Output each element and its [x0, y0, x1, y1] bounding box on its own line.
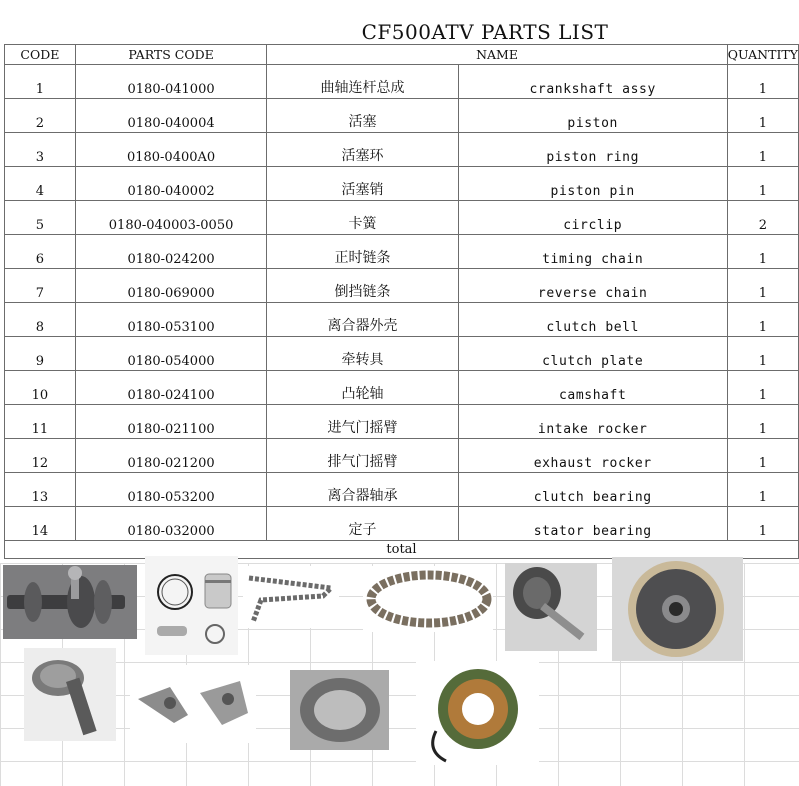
row-parts-code: 0180-024200 — [75, 235, 267, 269]
row-parts-code: 0180-021100 — [75, 405, 267, 439]
header-name: NAME — [267, 45, 727, 65]
row-quantity: 1 — [727, 235, 798, 269]
row-quantity: 1 — [727, 269, 798, 303]
row-parts-code: 0180-021200 — [75, 439, 267, 473]
row-name-cn: 倒挡链条 — [267, 269, 458, 303]
camshaft-photo — [24, 648, 116, 741]
table-row — [5, 201, 799, 235]
row-name-en: clutch bearing — [458, 473, 727, 507]
row-quantity: 1 — [727, 371, 798, 405]
row-parts-code: 0180-054000 — [75, 337, 267, 371]
header-parts-code: PARTS CODE — [75, 45, 267, 65]
row-name-en: piston pin — [458, 167, 727, 201]
camshaft-photo-icon — [24, 648, 116, 741]
row-name-cn: 卡簧 — [267, 201, 458, 235]
table-row — [5, 99, 799, 133]
table-row — [5, 235, 799, 269]
rocker-arms-photo-icon — [130, 665, 256, 743]
timing-chain-photo-icon — [243, 566, 339, 628]
row-code: 6 — [5, 235, 76, 269]
clutch-bell-photo-icon — [505, 563, 597, 651]
row-name-en: piston — [458, 99, 727, 133]
row-name-cn: 定子 — [267, 507, 458, 541]
clutch-bearing-photo — [290, 670, 389, 750]
table-row — [5, 473, 799, 507]
clutch-bearing-photo-icon — [290, 670, 389, 750]
row-name-en: circlip — [458, 201, 727, 235]
table-row — [5, 65, 799, 99]
row-name-en: timing chain — [458, 235, 727, 269]
row-quantity: 1 — [727, 167, 798, 201]
row-quantity: 2 — [727, 201, 798, 235]
row-quantity: 1 — [727, 65, 798, 99]
table-row — [5, 303, 799, 337]
row-name-cn: 排气门摇臂 — [267, 439, 458, 473]
row-quantity: 1 — [727, 439, 798, 473]
row-name-en: intake rocker — [458, 405, 727, 439]
row-name-cn: 活塞环 — [267, 133, 458, 167]
clutch-plate-photo — [612, 557, 743, 661]
row-quantity: 1 — [727, 507, 798, 541]
row-code: 14 — [5, 507, 76, 541]
row-name-cn: 活塞 — [267, 99, 458, 133]
rocker-arms-photo — [130, 665, 256, 743]
row-code: 10 — [5, 371, 76, 405]
row-name-en: piston ring — [458, 133, 727, 167]
row-name-en: camshaft — [458, 371, 727, 405]
row-name-en: stator bearing — [458, 507, 727, 541]
total-label: total — [5, 541, 799, 559]
row-code: 3 — [5, 133, 76, 167]
clutch-bell-photo — [505, 563, 597, 651]
table-row — [5, 133, 799, 167]
stator-photo-icon — [416, 661, 539, 765]
row-name-cn: 曲轴连杆总成 — [267, 65, 458, 99]
row-name-cn: 进气门摇臂 — [267, 405, 458, 439]
row-code: 5 — [5, 201, 76, 235]
crankshaft-photo — [3, 565, 137, 639]
row-parts-code: 0180-040004 — [75, 99, 267, 133]
page-title: CF500ATV PARTS LIST — [361, 20, 609, 44]
row-quantity: 1 — [727, 303, 798, 337]
row-quantity: 1 — [727, 133, 798, 167]
row-parts-code: 0180-024100 — [75, 371, 267, 405]
table-row — [5, 269, 799, 303]
table-row — [5, 439, 799, 473]
row-code: 1 — [5, 65, 76, 99]
reverse-chain-photo — [363, 566, 493, 632]
row-parts-code: 0180-040002 — [75, 167, 267, 201]
row-parts-code: 0180-069000 — [75, 269, 267, 303]
piston-kit-photo-icon — [145, 556, 238, 655]
row-name-cn: 牵转具 — [267, 337, 458, 371]
row-parts-code: 0180-053200 — [75, 473, 267, 507]
row-name-cn: 凸轮轴 — [267, 371, 458, 405]
row-code: 7 — [5, 269, 76, 303]
row-code: 9 — [5, 337, 76, 371]
row-quantity: 1 — [727, 337, 798, 371]
row-quantity: 1 — [727, 99, 798, 133]
row-name-en: clutch plate — [458, 337, 727, 371]
header-code: CODE — [5, 45, 76, 65]
timing-chain-photo — [243, 566, 339, 628]
row-code: 2 — [5, 99, 76, 133]
reverse-chain-photo-icon — [363, 566, 493, 632]
row-quantity: 1 — [727, 405, 798, 439]
table-row — [5, 405, 799, 439]
row-parts-code: 0180-053100 — [75, 303, 267, 337]
row-code: 13 — [5, 473, 76, 507]
row-parts-code: 0180-040003-0050 — [75, 201, 267, 235]
row-parts-code: 0180-032000 — [75, 507, 267, 541]
row-quantity: 1 — [727, 473, 798, 507]
row-code: 12 — [5, 439, 76, 473]
row-name-en: clutch bell — [458, 303, 727, 337]
piston-kit-photo — [145, 556, 238, 655]
parts-table — [4, 44, 799, 559]
clutch-plate-photo-icon — [612, 557, 743, 661]
row-name-en: exhaust rocker — [458, 439, 727, 473]
row-code: 8 — [5, 303, 76, 337]
row-parts-code: 0180-041000 — [75, 65, 267, 99]
row-name-en: crankshaft assy — [458, 65, 727, 99]
table-row — [5, 167, 799, 201]
row-code: 4 — [5, 167, 76, 201]
row-parts-code: 0180-0400A0 — [75, 133, 267, 167]
crankshaft-photo-icon — [3, 565, 137, 639]
row-name-en: reverse chain — [458, 269, 727, 303]
header-quantity: QUANTITY — [727, 45, 798, 65]
row-name-cn: 离合器轴承 — [267, 473, 458, 507]
table-row — [5, 337, 799, 371]
row-name-cn: 活塞销 — [267, 167, 458, 201]
table-row — [5, 371, 799, 405]
row-name-cn: 正时链条 — [267, 235, 458, 269]
row-code: 11 — [5, 405, 76, 439]
table-header-row — [5, 45, 799, 65]
table-row — [5, 507, 799, 541]
stator-photo — [416, 661, 539, 765]
row-name-cn: 离合器外壳 — [267, 303, 458, 337]
total-row — [5, 541, 799, 559]
